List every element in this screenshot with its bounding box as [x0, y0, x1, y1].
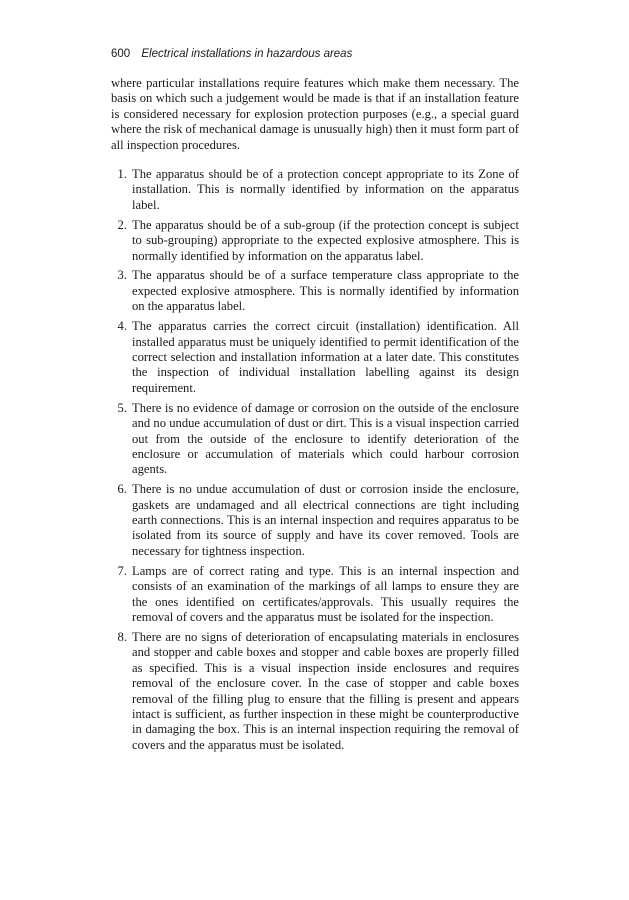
item-number: 4.: [117, 319, 127, 334]
item-text: The apparatus should be of a sub-group (if the protection concept is subject to sub-grouping) appropriate to the expected explosive atmosphere. This is normally identified by information on the apparatus label.: [132, 217, 519, 263]
item-text: The apparatus carries the correct circuit (installation) identification. All installed apparatus must be uniquely identified to permit identification of the correct selection and installation information at a later date. This constitutes the inspection of individual installation labelling against its design requirement.: [132, 319, 519, 395]
item-number: 2.: [117, 217, 127, 232]
page-number: 600: [111, 48, 131, 60]
item-text: There are no signs of deterioration of encapsulating materials in enclosures and stopper and cable boxes and stopper and cable boxes are properly filled as specified. This is a visual inspection inside enclosures and requires removal of the enclosure cover. In the case of stopper and cable boxes removal of the filling plug to ensure that the filling is present and appears intact is sufficient, as further inspection in these might be counterproductive in damaging the box. This is an internal inspection requiring the removal of covers and the apparatus must be isolated.: [132, 629, 519, 752]
item-text: There is no undue accumulation of dust or corrosion inside the enclosure, gaskets are undamaged and all electrical connections are tight including earth connections. This is an internal inspection and requires apparatus to be isolated from its source of supply and have its cover removed. Tools are necessary for tightness inspection.: [132, 482, 519, 558]
item-number: 8.: [117, 629, 127, 644]
item-text: The apparatus should be of a surface temperature class appropriate to the expected explosive atmosphere. This is normally identified by information on the apparatus label.: [132, 268, 519, 314]
item-number: 7.: [117, 563, 127, 578]
list-item: [111, 167, 519, 213]
running-title: Electrical installations in hazardous areas: [141, 48, 353, 60]
item-number: 5.: [117, 400, 127, 415]
item-text: The apparatus should be of a protection concept appropriate to its Zone of installation. This is normally identified by information on the apparatus label.: [132, 167, 519, 212]
item-number: 6.: [117, 482, 127, 497]
list-item: [111, 268, 519, 314]
inspection-checklist: [111, 167, 519, 753]
list-item: [111, 564, 519, 626]
item-text: Lamps are of correct rating and type. This is an internal inspection and consists of an examination of the markings of all lamps to ensure they are the ones identified on certificates/approvals. This usually requires the removal of covers and the apparatus must be isolated for the inspection.: [132, 563, 519, 624]
running-head: [111, 47, 531, 61]
body-text: [111, 76, 519, 758]
list-item: [111, 630, 519, 753]
item-number: 3.: [117, 268, 127, 283]
list-item: [111, 218, 519, 264]
intro-paragraph: where particular installations require features which make them necessary. The basis on which such a judgement would be made is that if an installation feature is considered necessary for explosion protection purposes (e.g., a special guard where the risk of mechanical damage is unusually high) then it must form part of all inspection procedures.: [111, 76, 519, 152]
list-item: [111, 319, 519, 396]
item-text: There is no evidence of damage or corrosion on the outside of the enclosure and no undue accumulation of dust or dirt. This is a visual inspection carried out from the outside of the enclosure to identify deterioration of the enclosure or accumulation of materials which could harbour corrosion agents.: [132, 400, 519, 477]
list-item: [111, 401, 519, 478]
list-item: [111, 482, 519, 559]
item-number: 1.: [117, 167, 127, 182]
